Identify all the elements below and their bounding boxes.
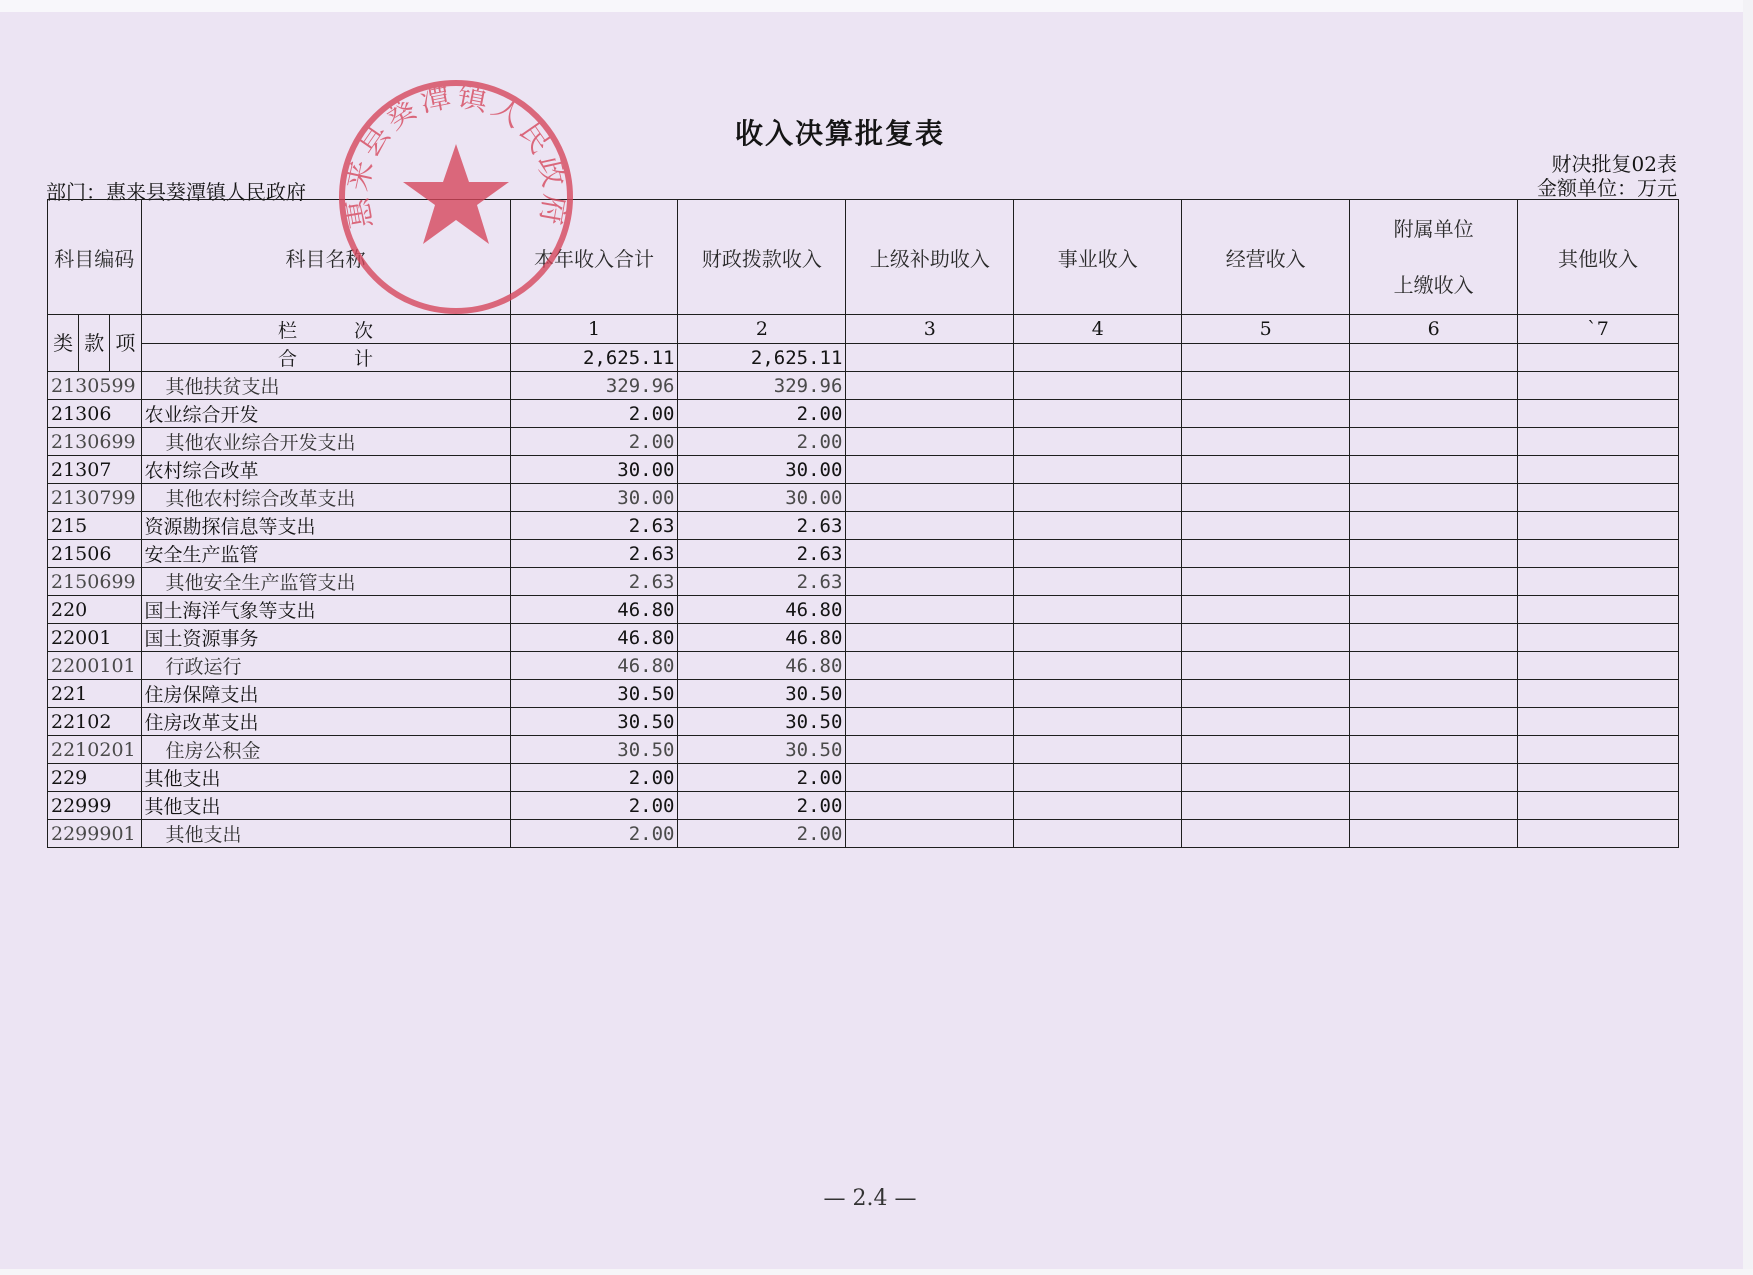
row-name: 国土资源事务 — [141, 624, 510, 652]
kind-xiang: 项 — [115, 331, 136, 355]
row-code: 220 — [48, 596, 142, 624]
row-col5 — [1182, 512, 1350, 540]
row-col1: 46.80 — [510, 624, 678, 652]
row-col6 — [1350, 792, 1518, 820]
row-col2: 30.50 — [678, 708, 846, 736]
row-col4 — [1014, 512, 1182, 540]
total-col1: 2,625.11 — [510, 344, 678, 372]
row-col6 — [1350, 652, 1518, 680]
row-col3 — [846, 764, 1014, 792]
row-col3 — [846, 400, 1014, 428]
total-col5 — [1182, 344, 1350, 372]
row-col6 — [1350, 596, 1518, 624]
row-col7 — [1518, 736, 1679, 764]
table-row — [48, 652, 1679, 680]
row-col6 — [1350, 540, 1518, 568]
row-col5 — [1182, 456, 1350, 484]
row-col4 — [1014, 400, 1182, 428]
row-col7 — [1518, 764, 1679, 792]
row-col6 — [1350, 372, 1518, 400]
row-code: 22102 — [48, 708, 142, 736]
header-col7: 其他收入 — [1518, 200, 1679, 315]
row-col4 — [1014, 736, 1182, 764]
row-col5 — [1182, 568, 1350, 596]
amount-unit: 金额单位：万元 — [1537, 176, 1677, 200]
row-col2: 30.00 — [678, 484, 846, 512]
row-col7 — [1518, 400, 1679, 428]
row-col7 — [1518, 568, 1679, 596]
row-col5 — [1182, 484, 1350, 512]
row-col2: 2.63 — [678, 540, 846, 568]
official-seal — [333, 74, 579, 320]
total-col2: 2,625.11 — [678, 344, 846, 372]
row-col7 — [1518, 596, 1679, 624]
row-col2: 30.50 — [678, 680, 846, 708]
row-name: 其他支出 — [141, 820, 510, 848]
row-col1: 2.00 — [510, 428, 678, 456]
header-col5: 经营收入 — [1182, 200, 1350, 315]
row-col2: 2.00 — [678, 820, 846, 848]
row-col4 — [1014, 624, 1182, 652]
row-code: 2299901 — [48, 820, 142, 848]
row-col6 — [1350, 708, 1518, 736]
total-col3 — [846, 344, 1014, 372]
row-name: 其他支出 — [141, 792, 510, 820]
row-col1: 30.00 — [510, 456, 678, 484]
table-row — [48, 484, 1679, 512]
row-col7 — [1518, 652, 1679, 680]
row-col3 — [846, 820, 1014, 848]
row-col1: 30.50 — [510, 708, 678, 736]
row-col2: 329.96 — [678, 372, 846, 400]
row-col7 — [1518, 624, 1679, 652]
row-col2: 2.63 — [678, 512, 846, 540]
table-row — [48, 708, 1679, 736]
column-index-1: 1 — [510, 315, 678, 344]
row-col3 — [846, 540, 1014, 568]
header-col6 — [1350, 200, 1518, 315]
row-col4 — [1014, 484, 1182, 512]
row-col4 — [1014, 456, 1182, 484]
row-code: 2200101 — [48, 652, 142, 680]
table-row — [48, 596, 1679, 624]
column-index-7: `7 — [1518, 315, 1679, 344]
table-row — [48, 456, 1679, 484]
income-table — [47, 199, 1679, 848]
kind-lei: 类 — [48, 315, 79, 371]
row-name: 其他农村综合改革支出 — [141, 484, 510, 512]
page-title: 收入决算批复表 — [734, 117, 945, 150]
total-col4 — [1014, 344, 1182, 372]
row-name: 安全生产监管 — [141, 540, 510, 568]
row-name: 其他支出 — [141, 764, 510, 792]
row-col3 — [846, 484, 1014, 512]
row-col6 — [1350, 400, 1518, 428]
row-col1: 2.00 — [510, 820, 678, 848]
scan-bottom-edge — [0, 1269, 1753, 1275]
row-col4 — [1014, 568, 1182, 596]
row-col3 — [846, 372, 1014, 400]
row-col5 — [1182, 400, 1350, 428]
table-row — [48, 624, 1679, 652]
row-col2: 2.00 — [678, 400, 846, 428]
row-name: 其他农业综合开发支出 — [141, 428, 510, 456]
column-index-label: 栏 次 — [141, 315, 510, 344]
row-col3 — [846, 708, 1014, 736]
row-col2: 30.00 — [678, 456, 846, 484]
row-col7 — [1518, 792, 1679, 820]
row-col2: 46.80 — [678, 652, 846, 680]
row-name: 国土海洋气象等支出 — [141, 596, 510, 624]
row-col7 — [1518, 456, 1679, 484]
row-col3 — [846, 568, 1014, 596]
row-col7 — [1518, 680, 1679, 708]
row-col7 — [1518, 484, 1679, 512]
row-name: 其他安全生产监管支出 — [141, 568, 510, 596]
row-col1: 329.96 — [510, 372, 678, 400]
row-col5 — [1182, 792, 1350, 820]
row-col4 — [1014, 596, 1182, 624]
row-col4 — [1014, 820, 1182, 848]
row-col3 — [846, 652, 1014, 680]
header-col2: 财政拨款收入 — [678, 200, 846, 315]
row-col7 — [1518, 372, 1679, 400]
row-col5 — [1182, 428, 1350, 456]
row-col5 — [1182, 708, 1350, 736]
kind-kuan: 款 — [79, 315, 110, 371]
scan-right-edge — [1743, 0, 1753, 1275]
table-row — [48, 568, 1679, 596]
row-col5 — [1182, 596, 1350, 624]
row-col5 — [1182, 540, 1350, 568]
table-row — [48, 540, 1679, 568]
row-name: 资源勘探信息等支出 — [141, 512, 510, 540]
row-code: 229 — [48, 764, 142, 792]
row-col1: 2.00 — [510, 400, 678, 428]
table-row — [48, 400, 1679, 428]
row-col4 — [1014, 680, 1182, 708]
header-name: 科目名称 — [141, 200, 510, 315]
row-col7 — [1518, 708, 1679, 736]
row-code: 215 — [48, 512, 142, 540]
row-col4 — [1014, 652, 1182, 680]
column-index-2: 2 — [678, 315, 846, 344]
row-col5 — [1182, 820, 1350, 848]
row-col1: 2.63 — [510, 512, 678, 540]
row-col2: 2.63 — [678, 568, 846, 596]
row-col3 — [846, 596, 1014, 624]
row-code: 22999 — [48, 792, 142, 820]
row-name: 农村综合改革 — [141, 456, 510, 484]
row-col3 — [846, 456, 1014, 484]
row-col6 — [1350, 568, 1518, 596]
row-col6 — [1350, 428, 1518, 456]
table-row — [48, 372, 1679, 400]
header-col1: 本年收入合计 — [510, 200, 678, 315]
column-index-5: 5 — [1182, 315, 1350, 344]
row-col4 — [1014, 708, 1182, 736]
scan-top-edge — [0, 0, 1753, 12]
row-col5 — [1182, 736, 1350, 764]
row-col3 — [846, 428, 1014, 456]
row-col5 — [1182, 372, 1350, 400]
row-col3 — [846, 624, 1014, 652]
row-name: 其他扶贫支出 — [141, 372, 510, 400]
table-row — [48, 512, 1679, 540]
row-name: 住房保障支出 — [141, 680, 510, 708]
table-row — [48, 820, 1679, 848]
row-col2: 2.00 — [678, 792, 846, 820]
row-col6 — [1350, 456, 1518, 484]
kind-cell — [48, 315, 142, 372]
department-label: 部门：惠来县葵潭镇人民政府 — [46, 180, 306, 204]
row-code: 221 — [48, 680, 142, 708]
row-col2: 46.80 — [678, 596, 846, 624]
row-col6 — [1350, 512, 1518, 540]
row-name: 住房公积金 — [141, 736, 510, 764]
row-col4 — [1014, 428, 1182, 456]
header-col4: 事业收入 — [1014, 200, 1182, 315]
row-col1: 30.50 — [510, 680, 678, 708]
header-col3: 上级补助收入 — [846, 200, 1014, 315]
row-col1: 2.00 — [510, 764, 678, 792]
row-col5 — [1182, 764, 1350, 792]
row-col4 — [1014, 764, 1182, 792]
row-col5 — [1182, 624, 1350, 652]
table-row — [48, 736, 1679, 764]
row-col7 — [1518, 540, 1679, 568]
row-code: 2130699 — [48, 428, 142, 456]
row-col6 — [1350, 736, 1518, 764]
row-col1: 30.50 — [510, 736, 678, 764]
row-col6 — [1350, 764, 1518, 792]
row-col6 — [1350, 484, 1518, 512]
row-col1: 2.63 — [510, 568, 678, 596]
row-col7 — [1518, 512, 1679, 540]
table-row — [48, 680, 1679, 708]
form-code: 财决批复02表 — [1551, 152, 1677, 176]
row-code: 2150699 — [48, 568, 142, 596]
total-col7 — [1518, 344, 1679, 372]
column-index-6: 6 — [1350, 315, 1518, 344]
header-col6-line2: 上缴收入 — [1393, 273, 1474, 297]
row-col3 — [846, 512, 1014, 540]
row-col2: 2.00 — [678, 764, 846, 792]
row-col1: 30.00 — [510, 484, 678, 512]
row-code: 21307 — [48, 456, 142, 484]
seal-star-icon — [403, 144, 509, 244]
row-col3 — [846, 792, 1014, 820]
row-name: 农业综合开发 — [141, 400, 510, 428]
row-col3 — [846, 680, 1014, 708]
row-col6 — [1350, 820, 1518, 848]
row-code: 2130599 — [48, 372, 142, 400]
row-col1: 46.80 — [510, 652, 678, 680]
total-col6 — [1350, 344, 1518, 372]
row-code: 2130799 — [48, 484, 142, 512]
row-col2: 46.80 — [678, 624, 846, 652]
row-code: 21506 — [48, 540, 142, 568]
row-code: 22001 — [48, 624, 142, 652]
row-col1: 46.80 — [510, 596, 678, 624]
row-name: 行政运行 — [141, 652, 510, 680]
table-row — [48, 428, 1679, 456]
row-col3 — [846, 736, 1014, 764]
row-col2: 2.00 — [678, 428, 846, 456]
row-col7 — [1518, 820, 1679, 848]
row-col4 — [1014, 540, 1182, 568]
column-index-3: 3 — [846, 315, 1014, 344]
header-col6-line1: 附属单位 — [1393, 217, 1474, 241]
row-col7 — [1518, 428, 1679, 456]
header-code: 科目编码 — [48, 200, 142, 315]
row-code: 21306 — [48, 400, 142, 428]
column-index-4: 4 — [1014, 315, 1182, 344]
seal-text: 惠来县葵潭镇人民政府 — [339, 78, 573, 232]
row-name: 住房改革支出 — [141, 708, 510, 736]
row-col6 — [1350, 680, 1518, 708]
row-col5 — [1182, 652, 1350, 680]
row-col1: 2.00 — [510, 792, 678, 820]
row-col4 — [1014, 372, 1182, 400]
row-col4 — [1014, 792, 1182, 820]
row-col1: 2.63 — [510, 540, 678, 568]
row-col5 — [1182, 680, 1350, 708]
table-row — [48, 764, 1679, 792]
row-col2: 30.50 — [678, 736, 846, 764]
row-col6 — [1350, 624, 1518, 652]
row-code: 2210201 — [48, 736, 142, 764]
total-label: 合 计 — [141, 344, 510, 372]
page-number: — 2.4 — — [823, 1186, 917, 1211]
table-row — [48, 792, 1679, 820]
